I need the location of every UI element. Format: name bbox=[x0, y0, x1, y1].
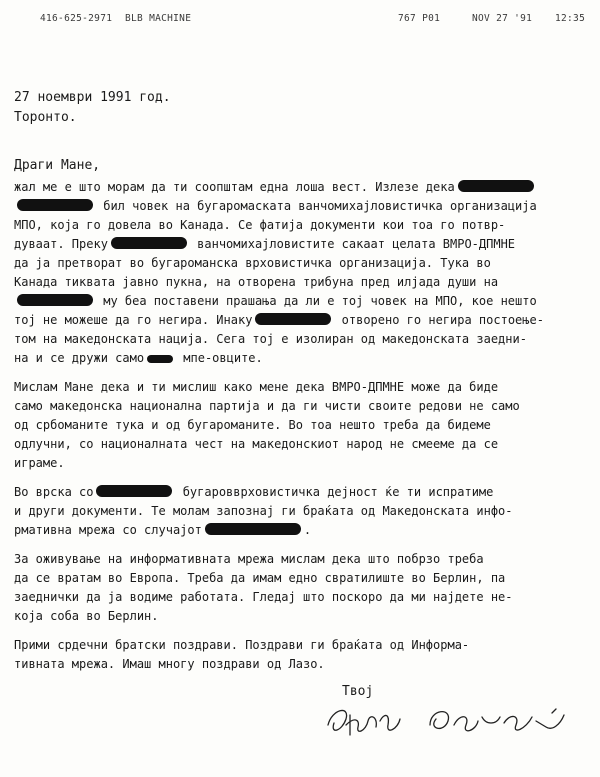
line-text: од србоманите тука и од бугароманите. Во тоа нешто треба да бидеме bbox=[14, 418, 491, 432]
fax-phone: 416-625-2971 bbox=[40, 13, 113, 24]
line-text: тивната мрежа. Имаш многу поздрави од Лазо. bbox=[14, 657, 325, 671]
letter-line bbox=[14, 502, 594, 521]
line-text: на и се дружи само bbox=[14, 351, 145, 365]
line-text: да ја претворат во бугароманска врховистичка организација. Тука во bbox=[14, 256, 491, 270]
letter-line bbox=[14, 636, 594, 655]
letter-line bbox=[14, 521, 594, 540]
line-text: одлучни, со националната чест на македонскиот народ не смееме да се bbox=[14, 437, 499, 451]
letter-date: 27 ноември 1991 год. bbox=[14, 90, 171, 105]
line-text: . bbox=[303, 523, 312, 537]
line-text: Прими срдечни братски поздрави. Поздрави ги браќата од Информа- bbox=[14, 638, 470, 652]
letter-line bbox=[14, 197, 594, 216]
line-text: Мислам Мане дека и ти мислиш како мене дека ВМРО-ДПМНЕ може да биде bbox=[14, 380, 499, 394]
letter-line bbox=[14, 454, 594, 473]
line-text: Канада тиквата јавно пукна, на отворена трибуна пред илјада души на bbox=[14, 275, 499, 289]
letter-city: Торонто. bbox=[14, 110, 77, 125]
line-text: и други документи. Те молам запознај ги браќата од Македонската инфо- bbox=[14, 504, 513, 518]
fax-code: 767 P01 bbox=[398, 13, 441, 24]
redaction-mark bbox=[17, 199, 93, 211]
line-text: заеднички да ја водиме работата. Гледај што поскоро да ми најдете не- bbox=[14, 590, 513, 604]
line-text: рмативна мрежа со случајот bbox=[14, 523, 202, 537]
letter-greeting: Драги Мане, bbox=[14, 158, 101, 173]
line-text: тој не можеше да го негира. Инаку bbox=[14, 313, 253, 327]
letter-line bbox=[14, 378, 594, 397]
redaction-mark bbox=[255, 313, 331, 325]
letter-line bbox=[14, 254, 594, 273]
letter-line bbox=[14, 588, 594, 607]
letter-line bbox=[14, 550, 594, 569]
letter-line bbox=[14, 569, 594, 588]
fax-date: NOV 27 '91 bbox=[472, 13, 533, 24]
letter-line bbox=[14, 397, 594, 416]
fax-header bbox=[0, 13, 600, 27]
line-text: жал ме е што морам да ти соопштам една лоша вест. Излезе дека bbox=[14, 180, 455, 194]
line-text: само македонска национална партија и да ги чисти своите редови не само bbox=[14, 399, 520, 413]
letter-line bbox=[14, 483, 594, 502]
letter-line bbox=[14, 435, 594, 454]
fax-time: 12:35 bbox=[555, 13, 586, 24]
line-text: дуваат. Преку bbox=[14, 237, 108, 251]
letter-line bbox=[14, 273, 594, 292]
letter-line bbox=[14, 607, 594, 626]
line-text: бугаровврховистичка дејност ќе ти испратиме bbox=[175, 485, 494, 499]
line-text: бил човек на бугаромаската ванчомихајловистичка организација bbox=[96, 199, 537, 213]
letter-body bbox=[14, 178, 594, 674]
letter-line bbox=[14, 178, 594, 197]
letter-line bbox=[14, 235, 594, 254]
line-text: том на македонската нација. Сега тој е изолиран од македонската заедни- bbox=[14, 332, 527, 346]
redaction-mark bbox=[96, 485, 172, 497]
redaction-mark bbox=[147, 355, 173, 363]
letter-line bbox=[14, 330, 594, 349]
handwritten-signature bbox=[320, 695, 580, 745]
letter-closing: Твој bbox=[342, 684, 374, 699]
letter-line bbox=[14, 349, 594, 368]
redaction-mark bbox=[17, 294, 93, 306]
line-text: мпе-овците. bbox=[176, 351, 263, 365]
fax-machine: BLB MACHINE bbox=[125, 13, 192, 24]
line-text: МПО, која го довела во Канада. Се фатија документи кои тоа го потвр- bbox=[14, 218, 506, 232]
redaction-mark bbox=[458, 180, 534, 192]
line-text: играме. bbox=[14, 456, 65, 470]
line-text: За оживување на информативната мрежа мислам дека што побрзо треба bbox=[14, 552, 484, 566]
redaction-mark bbox=[111, 237, 187, 249]
line-text: Во врска со bbox=[14, 485, 94, 499]
letter-line bbox=[14, 292, 594, 311]
line-text: отворено го негира постоење- bbox=[334, 313, 544, 327]
letter-line bbox=[14, 216, 594, 235]
line-text: му беа поставени прашања да ли е тој човек на МПО, кое нешто bbox=[96, 294, 537, 308]
letter-line bbox=[14, 416, 594, 435]
letter-line bbox=[14, 655, 594, 674]
line-text: да се вратам во Европа. Треба да имам едно свратилиште во Берлин, па bbox=[14, 571, 506, 585]
redaction-mark bbox=[205, 523, 301, 535]
line-text: која соба во Берлин. bbox=[14, 609, 159, 623]
line-text: ванчомихајловистите сакаат целата ВМРО-ДПМНЕ bbox=[189, 237, 516, 251]
letter-line bbox=[14, 311, 594, 330]
